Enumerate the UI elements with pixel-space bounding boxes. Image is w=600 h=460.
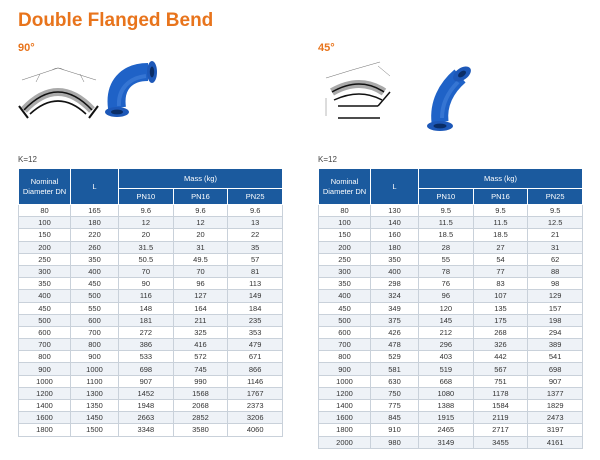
table-cell: 129 [528,290,583,302]
table-cell: 90 [119,278,174,290]
table-row [319,424,583,436]
spec-table-90 [18,168,283,437]
table-row [19,363,283,375]
table-cell: 900 [19,363,71,375]
table-cell: 83 [473,278,528,290]
table-row [19,278,283,290]
table-cell: 184 [228,302,283,314]
table-cell: 1568 [173,387,228,399]
table-panel-45 [318,168,583,449]
table-cell: 1000 [71,363,119,375]
table-cell: 100 [319,217,371,229]
table-cell: 500 [71,290,119,302]
table-cell: 148 [119,302,174,314]
table-cell: 88 [528,265,583,277]
page-title: Double Flanged Bend [18,10,214,31]
table-cell: 581 [371,363,419,375]
table-row [319,205,583,217]
table-row [19,217,283,229]
table-cell: 2119 [473,412,528,424]
table-cell: 31 [173,241,228,253]
table-cell: 980 [371,436,419,448]
table-cell: 550 [71,302,119,314]
table-row [19,412,283,424]
table-cell: 98 [528,278,583,290]
table-cell: 140 [371,217,419,229]
table-cell: 70 [173,265,228,277]
table-cell: 77 [473,265,528,277]
table-row [19,302,283,314]
table-cell: 164 [173,302,228,314]
table-cell: 1400 [319,400,371,412]
table-cell: 100 [19,217,71,229]
table-cell: 127 [173,290,228,302]
table-cell: 9.5 [528,205,583,217]
header-l: L [371,169,419,205]
table-cell: 478 [371,339,419,351]
table-cell: 519 [419,363,474,375]
table-cell: 2465 [419,424,474,436]
table-cell: 18.5 [419,229,474,241]
table-panel-90 [18,168,283,437]
table-cell: 3206 [228,412,283,424]
table-cell: 235 [228,314,283,326]
header-mass: Mass (kg) [119,169,283,189]
table-cell: 2473 [528,412,583,424]
table-cell: 294 [528,326,583,338]
table-cell: 55 [419,253,474,265]
table-cell: 1829 [528,400,583,412]
bend-45-photo-icon [416,64,476,136]
table-cell: 700 [19,339,71,351]
table-cell: 350 [371,253,419,265]
table-cell: 220 [71,229,119,241]
table-cell: 150 [319,229,371,241]
table-row [319,387,583,399]
table-cell: 1200 [319,387,371,399]
table-row [319,217,583,229]
table-row [319,351,583,363]
table-cell: 96 [173,278,228,290]
table-cell: 120 [419,302,474,314]
table-row [319,229,583,241]
table-cell: 157 [528,302,583,314]
table-cell: 800 [71,339,119,351]
table-cell: 529 [371,351,419,363]
table-cell: 600 [71,314,119,326]
table-cell: 181 [119,314,174,326]
table-cell: 4161 [528,436,583,448]
table-row [19,290,283,302]
table-row [319,326,583,338]
table-cell: 212 [419,326,474,338]
table-cell: 11.5 [473,217,528,229]
table-row [319,400,583,412]
table-cell: 324 [371,290,419,302]
bend-45-diagram-icon [318,58,403,124]
table-cell: 1600 [19,412,71,424]
table-row [19,241,283,253]
table-cell: 22 [228,229,283,241]
table-cell: 13 [228,217,283,229]
table-cell: 180 [371,241,419,253]
table-cell: 325 [173,326,228,338]
table-cell: 3348 [119,424,174,436]
table-cell: 49.5 [173,253,228,265]
table-cell: 250 [19,253,71,265]
table-cell: 349 [371,302,419,314]
table-cell: 1178 [473,387,528,399]
table-cell: 12 [173,217,228,229]
table-cell: 165 [71,205,119,217]
table-cell: 145 [419,314,474,326]
table-cell: 296 [419,339,474,351]
table-cell: 11.5 [419,217,474,229]
table-cell: 211 [173,314,228,326]
table-cell: 900 [319,363,371,375]
table-cell: 130 [371,205,419,217]
table-cell: 1800 [19,424,71,436]
spec-table-45 [318,168,583,449]
table-row [319,339,583,351]
table-cell: 1377 [528,387,583,399]
table-cell: 113 [228,278,283,290]
table-cell: 1400 [19,400,71,412]
table-cell: 3455 [473,436,528,448]
table-cell: 700 [319,339,371,351]
table-row [319,253,583,265]
table-cell: 907 [528,375,583,387]
table-cell: 149 [228,290,283,302]
table-cell: 1600 [319,412,371,424]
table-cell: 200 [319,241,371,253]
table-cell: 18.5 [473,229,528,241]
table-cell: 9.6 [228,205,283,217]
table-row [319,436,583,448]
bend-90-photo-icon [104,60,168,126]
table-cell: 671 [228,351,283,363]
table-cell: 698 [528,363,583,375]
table-cell: 300 [19,265,71,277]
table-row [19,351,283,363]
table-cell: 400 [71,265,119,277]
table-cell: 533 [119,351,174,363]
table-cell: 800 [19,351,71,363]
table-cell: 500 [319,314,371,326]
header-dn: Nominal Diameter DN [19,169,71,205]
table-cell: 135 [473,302,528,314]
table-cell: 80 [319,205,371,217]
bend-90-diagram-icon [16,58,101,120]
table-row [19,400,283,412]
header-pn10: PN10 [419,189,474,205]
table-cell: 375 [371,314,419,326]
table-cell: 54 [473,253,528,265]
table-cell: 9.6 [173,205,228,217]
table-cell: 1350 [71,400,119,412]
table-cell: 1800 [319,424,371,436]
table-cell: 600 [319,326,371,338]
table-cell: 1500 [71,424,119,436]
table-cell: 31.5 [119,241,174,253]
table-cell: 1767 [228,387,283,399]
angle-label-90: 90° [18,42,35,54]
table-cell: 907 [119,375,174,387]
table-row [319,375,583,387]
table-cell: 442 [473,351,528,363]
table-cell: 416 [173,339,228,351]
table-cell: 450 [19,302,71,314]
table-cell: 12 [119,217,174,229]
table-row [319,363,583,375]
table-cell: 50.5 [119,253,174,265]
table-cell: 9.5 [473,205,528,217]
table-cell: 35 [228,241,283,253]
table-cell: 745 [173,363,228,375]
table-cell: 990 [173,375,228,387]
table-cell: 116 [119,290,174,302]
header-l: L [71,169,119,205]
table-cell: 350 [319,278,371,290]
table-cell: 1450 [71,412,119,424]
table-cell: 160 [371,229,419,241]
table-row [319,290,583,302]
table-cell: 31 [528,241,583,253]
table-cell: 180 [71,217,119,229]
header-pn16: PN16 [173,189,228,205]
table-cell: 541 [528,351,583,363]
table-cell: 450 [319,302,371,314]
table-cell: 28 [419,241,474,253]
table-cell: 400 [371,265,419,277]
table-cell: 9.6 [119,205,174,217]
header-pn16: PN16 [473,189,528,205]
table-cell: 20 [173,229,228,241]
table-cell: 27 [473,241,528,253]
table-cell: 1915 [419,412,474,424]
table-cell: 200 [19,241,71,253]
table-row [19,424,283,436]
table-cell: 326 [473,339,528,351]
table-cell: 2663 [119,412,174,424]
table-cell: 600 [19,326,71,338]
table-cell: 78 [419,265,474,277]
table-cell: 81 [228,265,283,277]
table-cell: 1388 [419,400,474,412]
table-row [19,229,283,241]
table-row [319,302,583,314]
table-cell: 57 [228,253,283,265]
table-row [319,241,583,253]
table-cell: 1452 [119,387,174,399]
table-cell: 866 [228,363,283,375]
table-cell: 479 [228,339,283,351]
table-cell: 1000 [19,375,71,387]
table-cell: 12.5 [528,217,583,229]
header-dn: Nominal Diameter DN [319,169,371,205]
table-cell: 2852 [173,412,228,424]
header-mass: Mass (kg) [419,169,583,189]
table-row [319,412,583,424]
table-cell: 1100 [71,375,119,387]
table-cell: 389 [528,339,583,351]
table-cell: 700 [71,326,119,338]
table-cell: 175 [473,314,528,326]
table-row [19,387,283,399]
table-cell: 353 [228,326,283,338]
table-cell: 2068 [173,400,228,412]
table-cell: 900 [71,351,119,363]
table-cell: 750 [371,387,419,399]
table-cell: 1584 [473,400,528,412]
table-cell: 2717 [473,424,528,436]
table-cell: 350 [71,253,119,265]
table-cell: 400 [319,290,371,302]
table-cell: 70 [119,265,174,277]
table-cell: 386 [119,339,174,351]
table-cell: 630 [371,375,419,387]
table-cell: 272 [119,326,174,338]
k-label-90: K=12 [18,155,37,164]
table-cell: 403 [419,351,474,363]
table-cell: 4060 [228,424,283,436]
table-cell: 400 [19,290,71,302]
table-row [19,314,283,326]
table-cell: 3197 [528,424,583,436]
table-cell: 3580 [173,424,228,436]
table-row [319,265,583,277]
table-cell: 572 [173,351,228,363]
table-row [19,326,283,338]
table-cell: 800 [319,351,371,363]
table-cell: 3149 [419,436,474,448]
table-cell: 500 [19,314,71,326]
table-cell: 2000 [319,436,371,448]
table-cell: 80 [19,205,71,217]
table-cell: 350 [19,278,71,290]
table-cell: 2373 [228,400,283,412]
table-row [19,339,283,351]
table-cell: 775 [371,400,419,412]
table-cell: 668 [419,375,474,387]
table-cell: 198 [528,314,583,326]
table-cell: 298 [371,278,419,290]
table-cell: 751 [473,375,528,387]
table-row [319,314,583,326]
table-row [19,375,283,387]
table-row [19,205,283,217]
table-cell: 20 [119,229,174,241]
table-cell: 268 [473,326,528,338]
table-cell: 567 [473,363,528,375]
table-cell: 21 [528,229,583,241]
table-cell: 845 [371,412,419,424]
table-cell: 1948 [119,400,174,412]
table-row [19,265,283,277]
table-cell: 1200 [19,387,71,399]
table-cell: 300 [319,265,371,277]
table-cell: 426 [371,326,419,338]
angle-label-45: 45° [318,42,335,54]
table-cell: 250 [319,253,371,265]
table-cell: 910 [371,424,419,436]
header-pn10: PN10 [119,189,174,205]
table-cell: 1146 [228,375,283,387]
table-cell: 150 [19,229,71,241]
table-cell: 1300 [71,387,119,399]
header-pn25: PN25 [228,189,283,205]
table-cell: 96 [419,290,474,302]
table-row [319,278,583,290]
table-cell: 260 [71,241,119,253]
table-cell: 62 [528,253,583,265]
table-cell: 107 [473,290,528,302]
table-cell: 1080 [419,387,474,399]
table-cell: 450 [71,278,119,290]
k-label-45: K=12 [318,155,337,164]
table-cell: 1000 [319,375,371,387]
table-cell: 698 [119,363,174,375]
table-cell: 9.5 [419,205,474,217]
table-cell: 76 [419,278,474,290]
header-pn25: PN25 [528,189,583,205]
table-row [19,253,283,265]
